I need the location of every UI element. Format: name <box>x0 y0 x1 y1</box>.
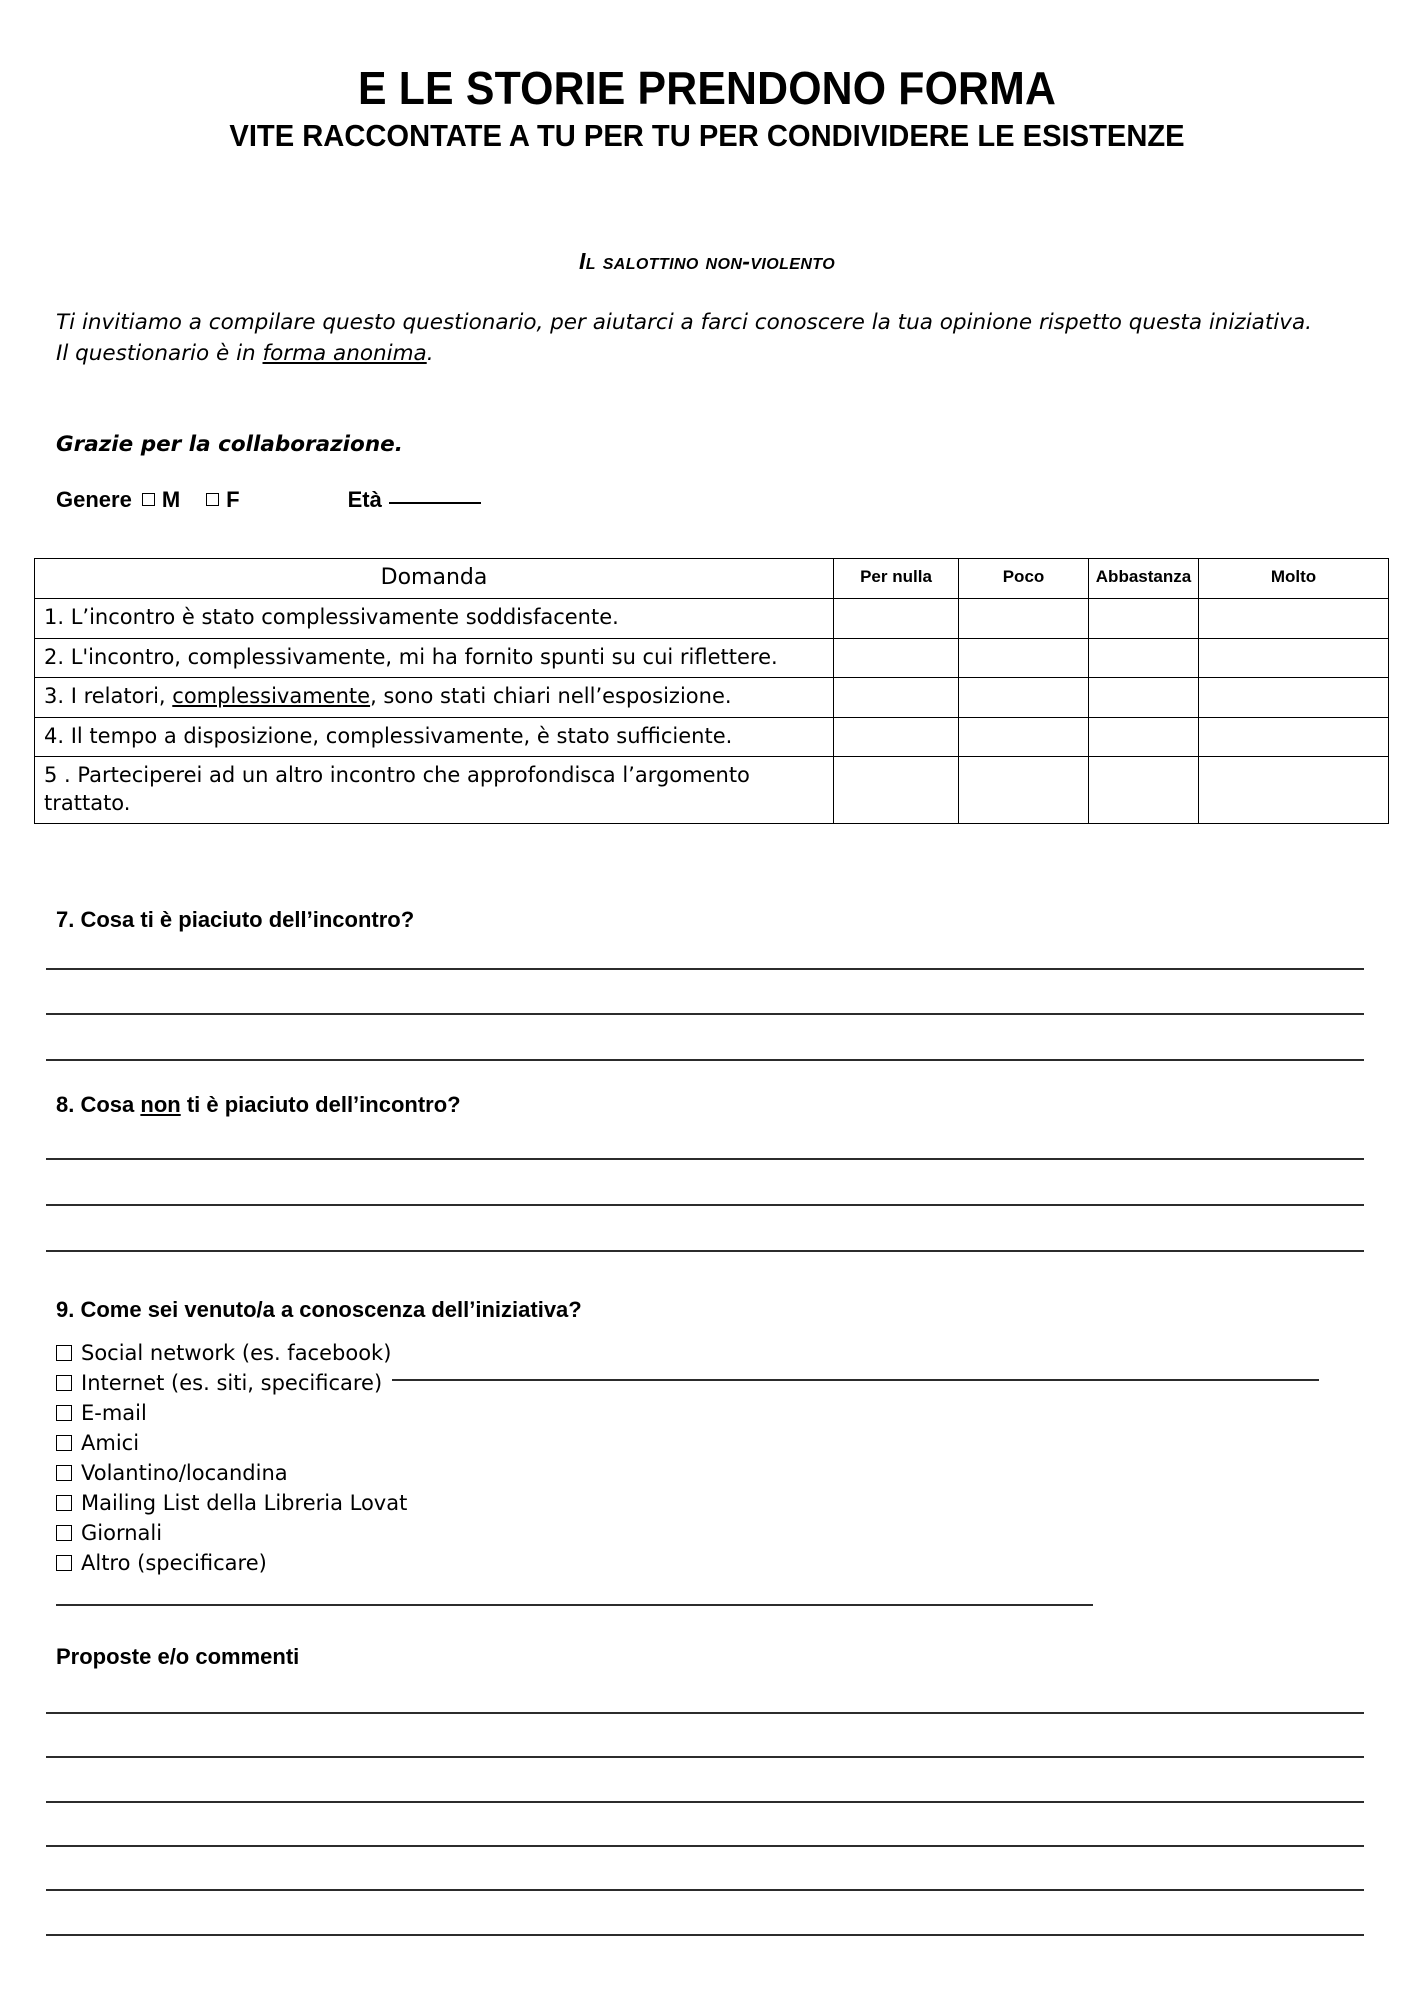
comments-label: Proposte e/o commenti <box>56 1644 300 1669</box>
question-text <box>35 678 834 718</box>
option-altro-specify-line[interactable] <box>56 1604 1093 1606</box>
rating-cell-per-nulla[interactable] <box>834 638 959 678</box>
gender-option-m[interactable] <box>142 487 180 513</box>
table-header-per-nulla: Per nulla <box>834 559 959 599</box>
rating-cell-molto[interactable] <box>1199 678 1389 718</box>
question-text <box>35 717 834 757</box>
checkbox-icon[interactable] <box>56 1495 72 1511</box>
comments-line-1[interactable] <box>46 1712 1364 1714</box>
checkbox-icon[interactable] <box>56 1525 72 1541</box>
checkbox-icon[interactable] <box>142 493 155 506</box>
checkbox-icon[interactable] <box>56 1465 72 1481</box>
checkbox-icon[interactable] <box>56 1375 72 1391</box>
option-label: Mailing List della Libreria Lovat <box>81 1491 408 1515</box>
answer-line-8-1[interactable] <box>46 1158 1364 1160</box>
list-item[interactable] <box>56 1338 1319 1368</box>
rating-cell-per-nulla[interactable] <box>834 599 959 639</box>
intro-anonymous-emphasis: forma anonima <box>262 341 427 366</box>
rating-cell-molto[interactable] <box>1199 757 1389 824</box>
open-question-8-emphasis: non <box>140 1092 181 1117</box>
table-header-row <box>35 559 1389 599</box>
table-header-molto: Molto <box>1199 559 1389 599</box>
open-question-8-post: ti è piaciuto dell’incontro? <box>180 1092 461 1117</box>
comments-line-4[interactable] <box>46 1845 1364 1847</box>
gender-option-f-label: F <box>226 487 240 512</box>
table-row <box>35 678 1389 718</box>
intro-line-1: Ti invitiamo a compilare questo questionario, per aiutarci a farci conoscere la tua opinione rispetto questa iniziativa. <box>56 310 1312 335</box>
rating-cell-per-nulla[interactable] <box>834 717 959 757</box>
question-text-post: , sono stati chiari nell’esposizione. <box>370 684 732 708</box>
thanks-note: Grazie per la collaborazione. <box>56 432 403 457</box>
age-label: Età <box>347 487 382 512</box>
section-title: Il salottino non-violento <box>578 248 836 274</box>
table-header-domanda: Domanda <box>35 559 834 599</box>
gender-label: Genere <box>56 487 132 512</box>
list-item[interactable] <box>56 1488 1319 1518</box>
gender-option-m-label: M <box>161 487 181 512</box>
demographics-row <box>56 487 481 513</box>
answer-line-8-2[interactable] <box>46 1204 1364 1206</box>
rating-cell-poco[interactable] <box>959 599 1089 639</box>
rating-cell-abbastanza[interactable] <box>1089 599 1199 639</box>
list-item[interactable] <box>56 1398 1319 1428</box>
rating-cell-poco[interactable] <box>959 638 1089 678</box>
document-header <box>0 62 1414 155</box>
open-question-7-pre: 7. Cosa ti è piaciuto dell’incontro? <box>56 907 415 932</box>
table-header-abbastanza: Abbastanza <box>1089 559 1199 599</box>
table-row <box>35 717 1389 757</box>
rating-cell-abbastanza[interactable] <box>1089 638 1199 678</box>
question-text-pre: 1. L’incontro è stato complessivamente soddisfacente. <box>44 605 619 629</box>
option-label: E-mail <box>81 1401 147 1425</box>
checkbox-icon[interactable] <box>56 1345 72 1361</box>
rating-cell-molto[interactable] <box>1199 717 1389 757</box>
answer-line-7-1[interactable] <box>46 968 1364 970</box>
option-label: Amici <box>81 1431 140 1455</box>
list-item[interactable] <box>56 1458 1319 1488</box>
question-9-options <box>56 1338 1319 1578</box>
page-title: E LE STORIE PRENDONO FORMA <box>357 62 1057 114</box>
rating-cell-abbastanza[interactable] <box>1089 678 1199 718</box>
table-row <box>35 638 1389 678</box>
option-label: Giornali <box>81 1521 163 1545</box>
rating-table <box>34 558 1389 824</box>
rating-cell-per-nulla[interactable] <box>834 678 959 718</box>
question-text-pre: 2. L'incontro, complessivamente, mi ha fornito spunti su cui riflettere. <box>44 644 778 669</box>
rating-cell-poco[interactable] <box>959 757 1089 824</box>
intro-paragraph <box>56 307 1356 369</box>
question-text <box>35 757 834 824</box>
rating-cell-poco[interactable] <box>959 678 1089 718</box>
rating-cell-molto[interactable] <box>1199 638 1389 678</box>
option-label: Volantino/locandina <box>81 1461 288 1485</box>
option-label: Social network (es. facebook) <box>81 1341 392 1365</box>
age-input-line[interactable] <box>389 502 481 504</box>
open-question-7-label <box>56 907 414 933</box>
table-row <box>35 599 1389 639</box>
intro-line-2-prefix: Il questionario è in <box>56 341 263 366</box>
comments-line-2[interactable] <box>46 1756 1364 1758</box>
option-specify-input-line[interactable] <box>392 1379 1319 1381</box>
open-question-8-label <box>56 1092 461 1118</box>
checkbox-icon[interactable] <box>56 1555 72 1571</box>
gender-option-f[interactable] <box>206 487 239 513</box>
list-item[interactable] <box>56 1368 1319 1398</box>
checkbox-icon[interactable] <box>56 1405 72 1421</box>
intro-line-2-suffix: . <box>426 341 434 366</box>
rating-cell-molto[interactable] <box>1199 599 1389 639</box>
comments-line-3[interactable] <box>46 1801 1364 1803</box>
question-text <box>35 638 834 678</box>
comments-line-5[interactable] <box>46 1889 1364 1891</box>
option-label: Altro (specificare) <box>81 1551 267 1575</box>
question-9-label: 9. Come sei venuto/a a conoscenza dell’iniziativa? <box>56 1297 582 1322</box>
rating-cell-abbastanza[interactable] <box>1089 757 1199 824</box>
answer-line-7-2[interactable] <box>46 1013 1364 1015</box>
rating-cell-per-nulla[interactable] <box>834 757 959 824</box>
age-field[interactable] <box>348 487 481 513</box>
answer-line-8-3[interactable] <box>46 1250 1364 1252</box>
question-text-emphasis: complessivamente <box>172 684 371 708</box>
question-text-pre: 3. I relatori, <box>44 684 173 708</box>
comments-line-6[interactable] <box>46 1934 1364 1936</box>
table-header-poco: Poco <box>959 559 1089 599</box>
answer-line-7-3[interactable] <box>46 1059 1364 1061</box>
question-text-pre: 5 . Parteciperei ad un altro incontro che approfondisca l’argomento trattato. <box>44 763 750 815</box>
list-item[interactable] <box>56 1518 1319 1548</box>
page-subtitle: VITE RACCONTATE A TU PER TU PER CONDIVIDERE LE ESISTENZE <box>229 118 1185 153</box>
table-row <box>35 757 1389 824</box>
list-item[interactable] <box>56 1428 1319 1458</box>
question-text-pre: 4. Il tempo a disposizione, complessivamente, è stato sufficiente. <box>44 723 733 748</box>
checkbox-icon[interactable] <box>206 493 219 506</box>
list-item[interactable] <box>56 1548 1319 1578</box>
rating-cell-poco[interactable] <box>959 717 1089 757</box>
option-label: Internet (es. siti, specificare) <box>81 1371 383 1395</box>
checkbox-icon[interactable] <box>56 1435 72 1451</box>
question-text <box>35 599 834 639</box>
open-question-8-pre: 8. Cosa <box>56 1092 141 1117</box>
rating-cell-abbastanza[interactable] <box>1089 717 1199 757</box>
